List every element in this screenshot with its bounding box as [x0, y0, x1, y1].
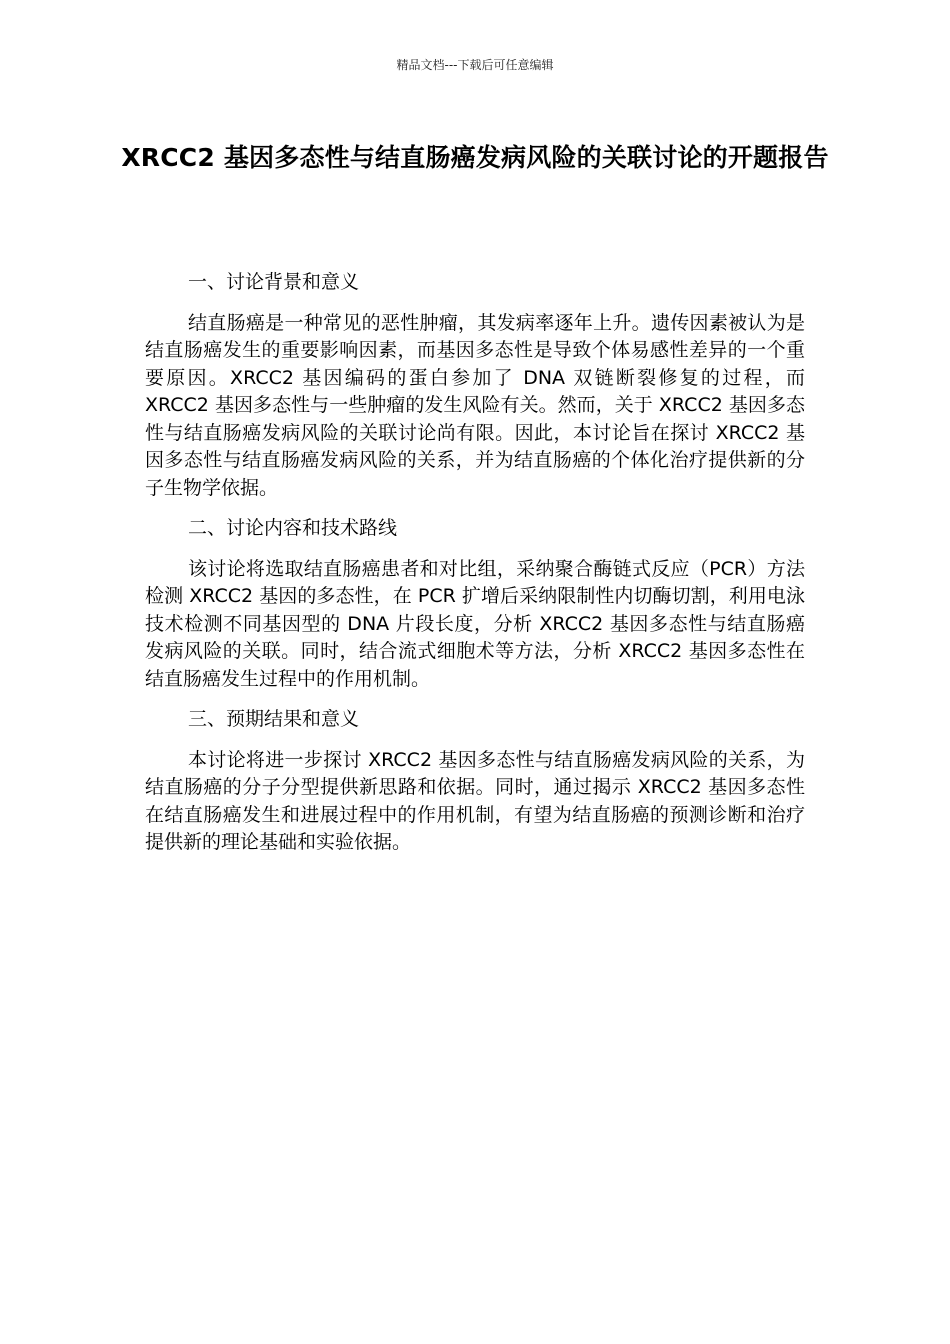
header-note: 精品文档---下载后可任意编辑 — [396, 58, 554, 72]
document-title: XRCC2 基因多态性与结直肠癌发病风险的关联讨论的开题报告 — [121, 143, 829, 172]
section-paragraph-content: 该讨论将选取结直肠癌患者和对比组，采纳聚合酶链式反应（PCR）方法检测 XRCC2 基因的多态性，在 PCR 扩增后采纳限制性内切酶切割，利用电泳技术检测不同基因型的 DNA 片段长度，分析 XRCC2 基因多态性与结直肠癌发病风险的关联。同时，结合流式细胞术等方法，分析 XRCC2 基因多态性在结直肠癌发生过程中的作用机制。 — [145, 557, 805, 690]
section-heading-background: 一、讨论背景和意义 — [188, 271, 360, 293]
section-paragraph-background: 结直肠癌是一种常见的恶性肿瘤，其发病率逐年上升。遗传因素被认为是结直肠癌发生的重要影响因素，而基因多态性是导致个体易感性差异的一个重要原因。XRCC2 基因编码的蛋白参加了 DNA 双链断裂修复的过程，而 XRCC2 基因多态性与一些肿瘤的发生风险有关。然而，关于 XRCC2 基因多态性与结直肠癌发病风险的关联讨论尚有限。因此，本讨论旨在探讨 XRCC2 基因多态性与结直肠癌发病风险的关系，并为结直肠癌的个体化治疗提供新的分子生物学依据。 — [145, 311, 805, 499]
section-heading-results: 三、预期结果和意义 — [188, 708, 360, 730]
document-body — [145, 269, 805, 870]
section-paragraph-results: 本讨论将进一步探讨 XRCC2 基因多态性与结直肠癌发病风险的关系，为结直肠癌的分子分型提供新思路和依据。同时，通过揭示 XRCC2 基因多态性在结直肠癌发生和进展过程中的作用机制，有望为结直肠癌的预测诊断和治疗提供新的理论基础和实验依据。 — [145, 748, 805, 853]
section-heading-content: 二、讨论内容和技术路线 — [188, 517, 398, 539]
